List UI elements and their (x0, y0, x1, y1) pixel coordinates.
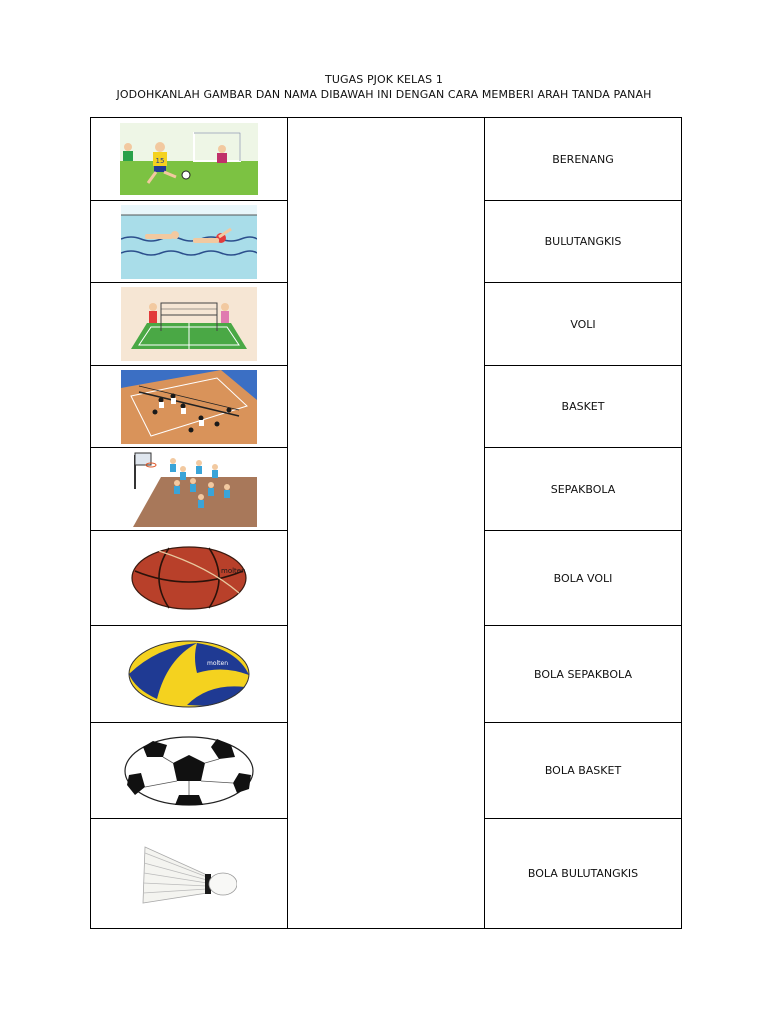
picture-cell (91, 626, 288, 723)
shuttlecock-image (141, 843, 237, 905)
picture-cell (91, 819, 288, 929)
soccer-ball-image (123, 735, 255, 807)
basketball-ball-image (129, 543, 249, 613)
matching-table (90, 117, 682, 929)
label-cell: BERENANG (485, 118, 682, 201)
label-cell: BOLA BASKET (485, 723, 682, 819)
label-cell: BOLA SEPAKBOLA (485, 626, 682, 723)
picture-cell (91, 201, 288, 283)
ball-brand-text: molten (221, 567, 246, 575)
label-cell: VOLI (485, 283, 682, 366)
svg-text:15: 15 (155, 157, 165, 165)
volleyball-scene-image (121, 370, 257, 444)
label-cell: SEPAKBOLA (485, 448, 682, 531)
picture-cell (91, 448, 288, 531)
soccer-scene-image (120, 123, 258, 195)
picture-cell (91, 723, 288, 819)
picture-cell (91, 283, 288, 366)
table-row (91, 118, 682, 201)
basketball-scene-image (121, 449, 257, 529)
connection-area[interactable] (288, 118, 485, 929)
label-cell: BOLA VOLI (485, 531, 682, 626)
picture-cell (91, 118, 288, 201)
swimming-scene-image (121, 205, 257, 279)
picture-cell (91, 366, 288, 448)
badminton-scene-image (121, 287, 257, 361)
instruction-text: JODOHKANLAH GAMBAR DAN NAMA DIBAWAH INI DENGAN CARA MEMBERI ARAH TANDA PANAH (116, 88, 652, 101)
label-cell: BULUTANGKIS (485, 201, 682, 283)
label-cell: BASKET (485, 366, 682, 448)
page-title: TUGAS PJOK KELAS 1 (325, 73, 443, 86)
ball-brand-text: molten (207, 660, 229, 667)
label-cell: BOLA BULUTANGKIS (485, 819, 682, 929)
volleyball-ball-image (127, 639, 251, 709)
picture-cell (91, 531, 288, 626)
